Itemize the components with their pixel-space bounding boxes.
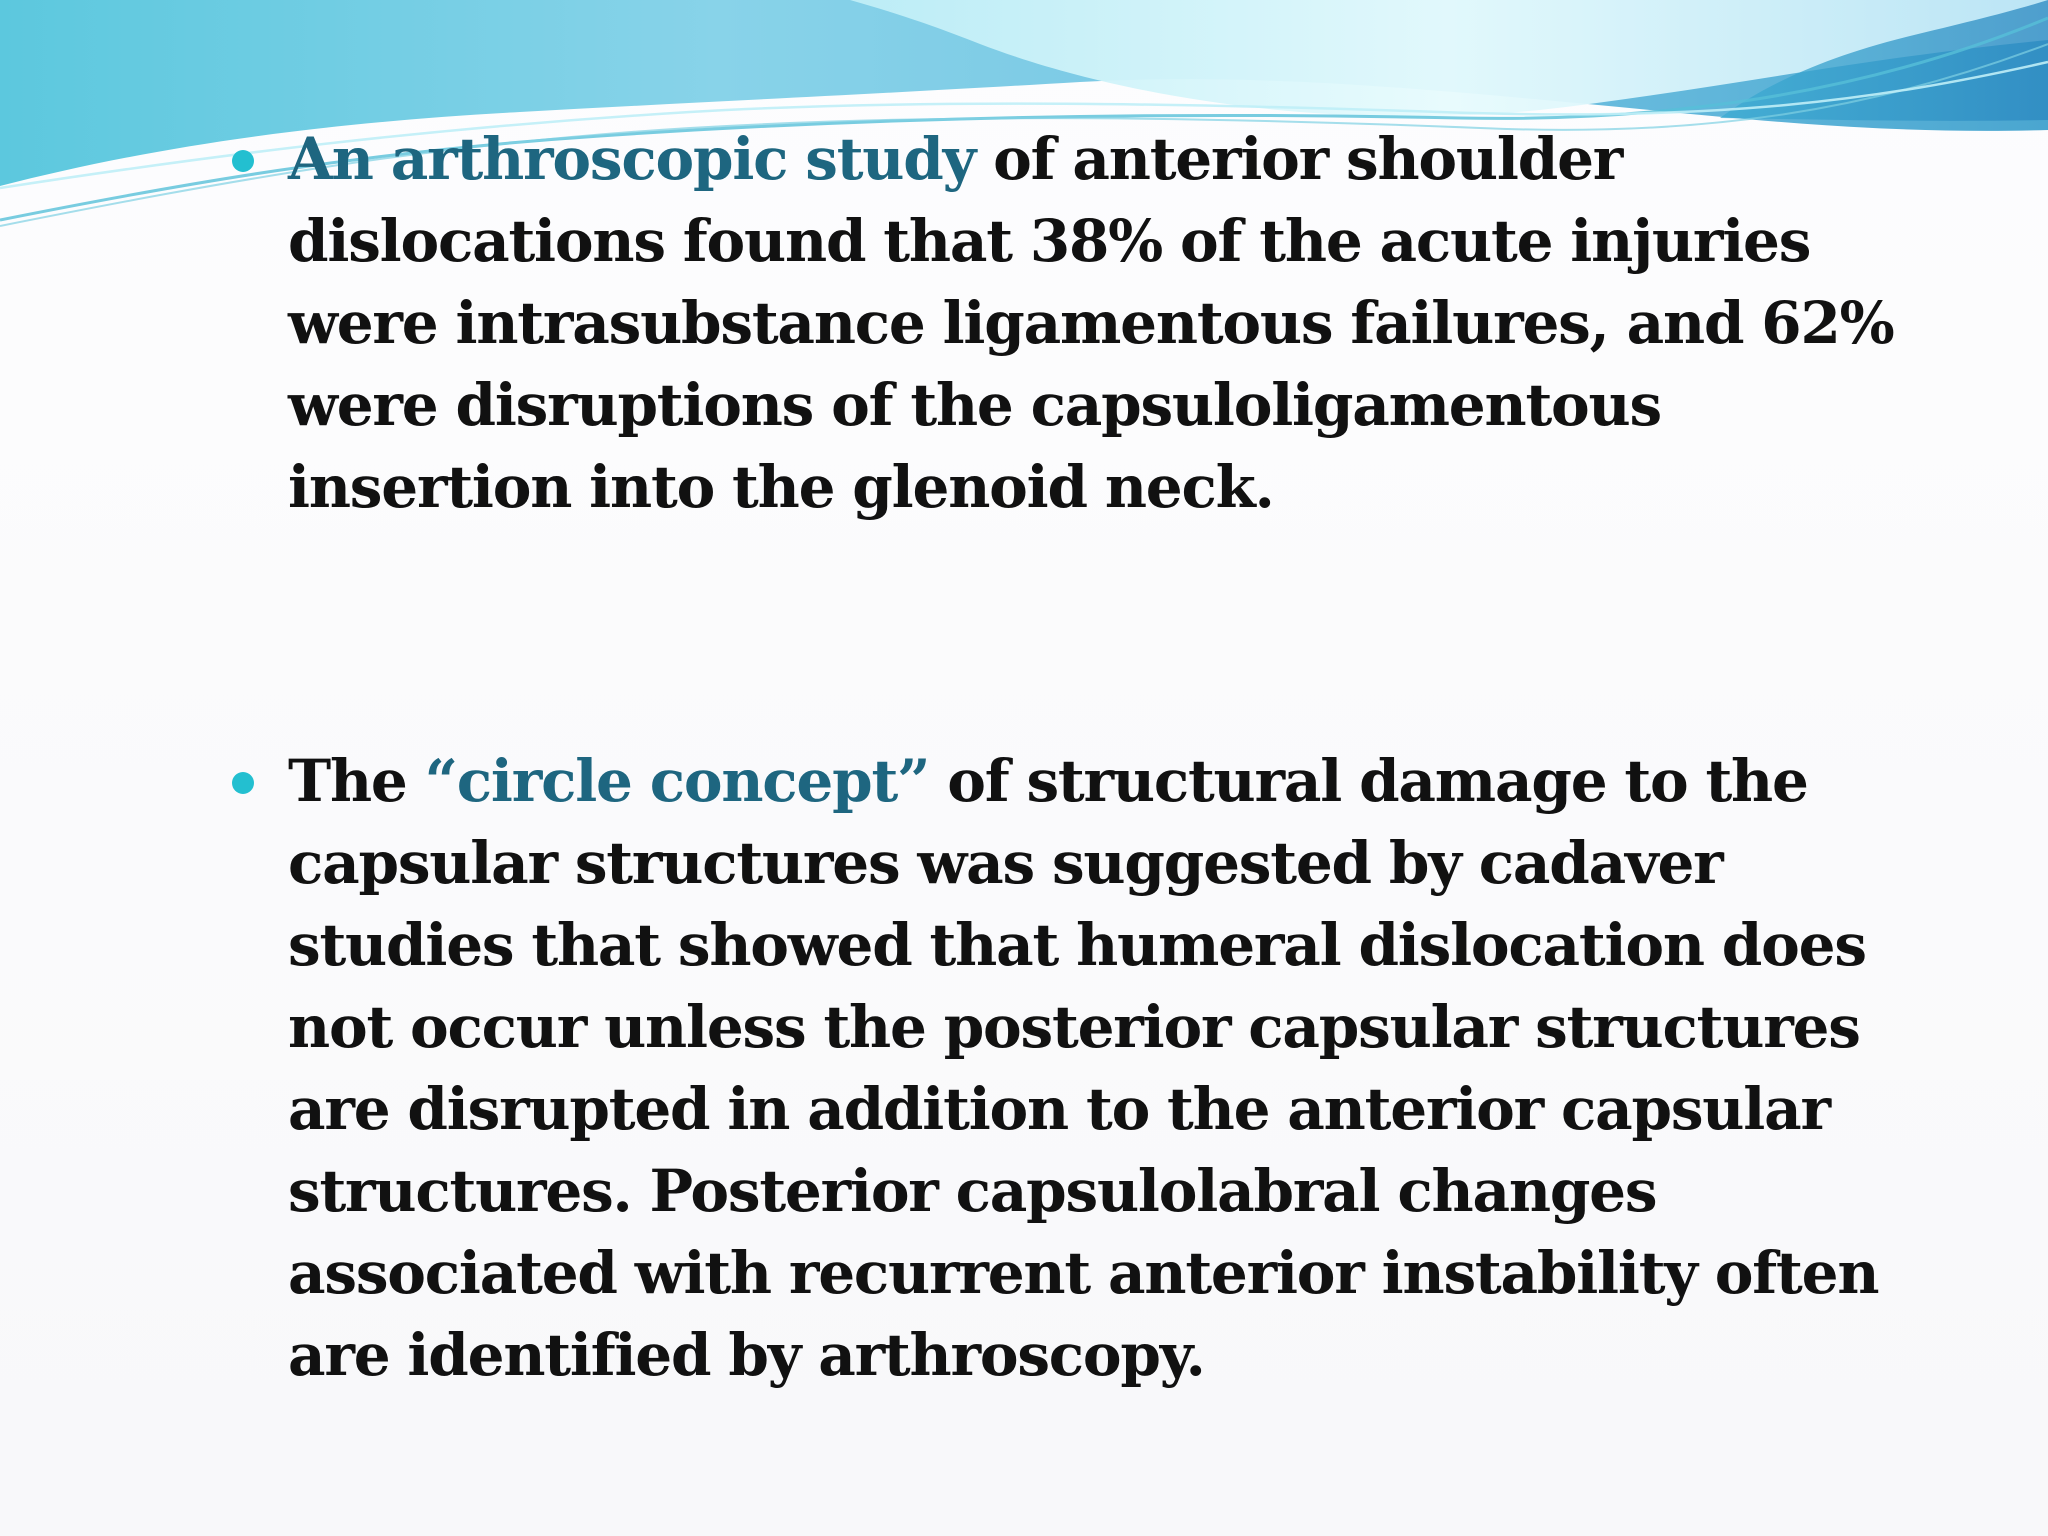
highlight-circle-concept: “circle concept” bbox=[424, 747, 930, 815]
bullet-text-circle-concept: of structural damage to the capsular structures was suggested by cadaver studies that showed that humeral dislocation does not occur unless the posterior capsular structures are disrupted in addition to the anterior capsular structures. Posterior capsulolabral changes associated with recurrent anterior instability often are identified by arthroscopy. bbox=[288, 747, 1879, 1389]
highlight-arthroscopic-study: An arthroscopic study bbox=[288, 125, 976, 193]
bullet-prefix-circle-concept: The bbox=[288, 747, 425, 815]
bullet-dot-icon bbox=[232, 150, 254, 172]
slide-content bbox=[226, 118, 1946, 1396]
bullet-dot-icon bbox=[232, 772, 254, 794]
bullet-item-arthroscopic-study bbox=[226, 118, 1946, 528]
bullet-item-circle-concept bbox=[226, 740, 1946, 1396]
bullet-text-arthroscopic-study: of anterior shoulder dislocations found that 38% of the acute injuries were intrasubstance ligamentous failures, and 62% were disruptions of the capsuloligamentous insertion into the glenoid neck. bbox=[288, 125, 1894, 521]
